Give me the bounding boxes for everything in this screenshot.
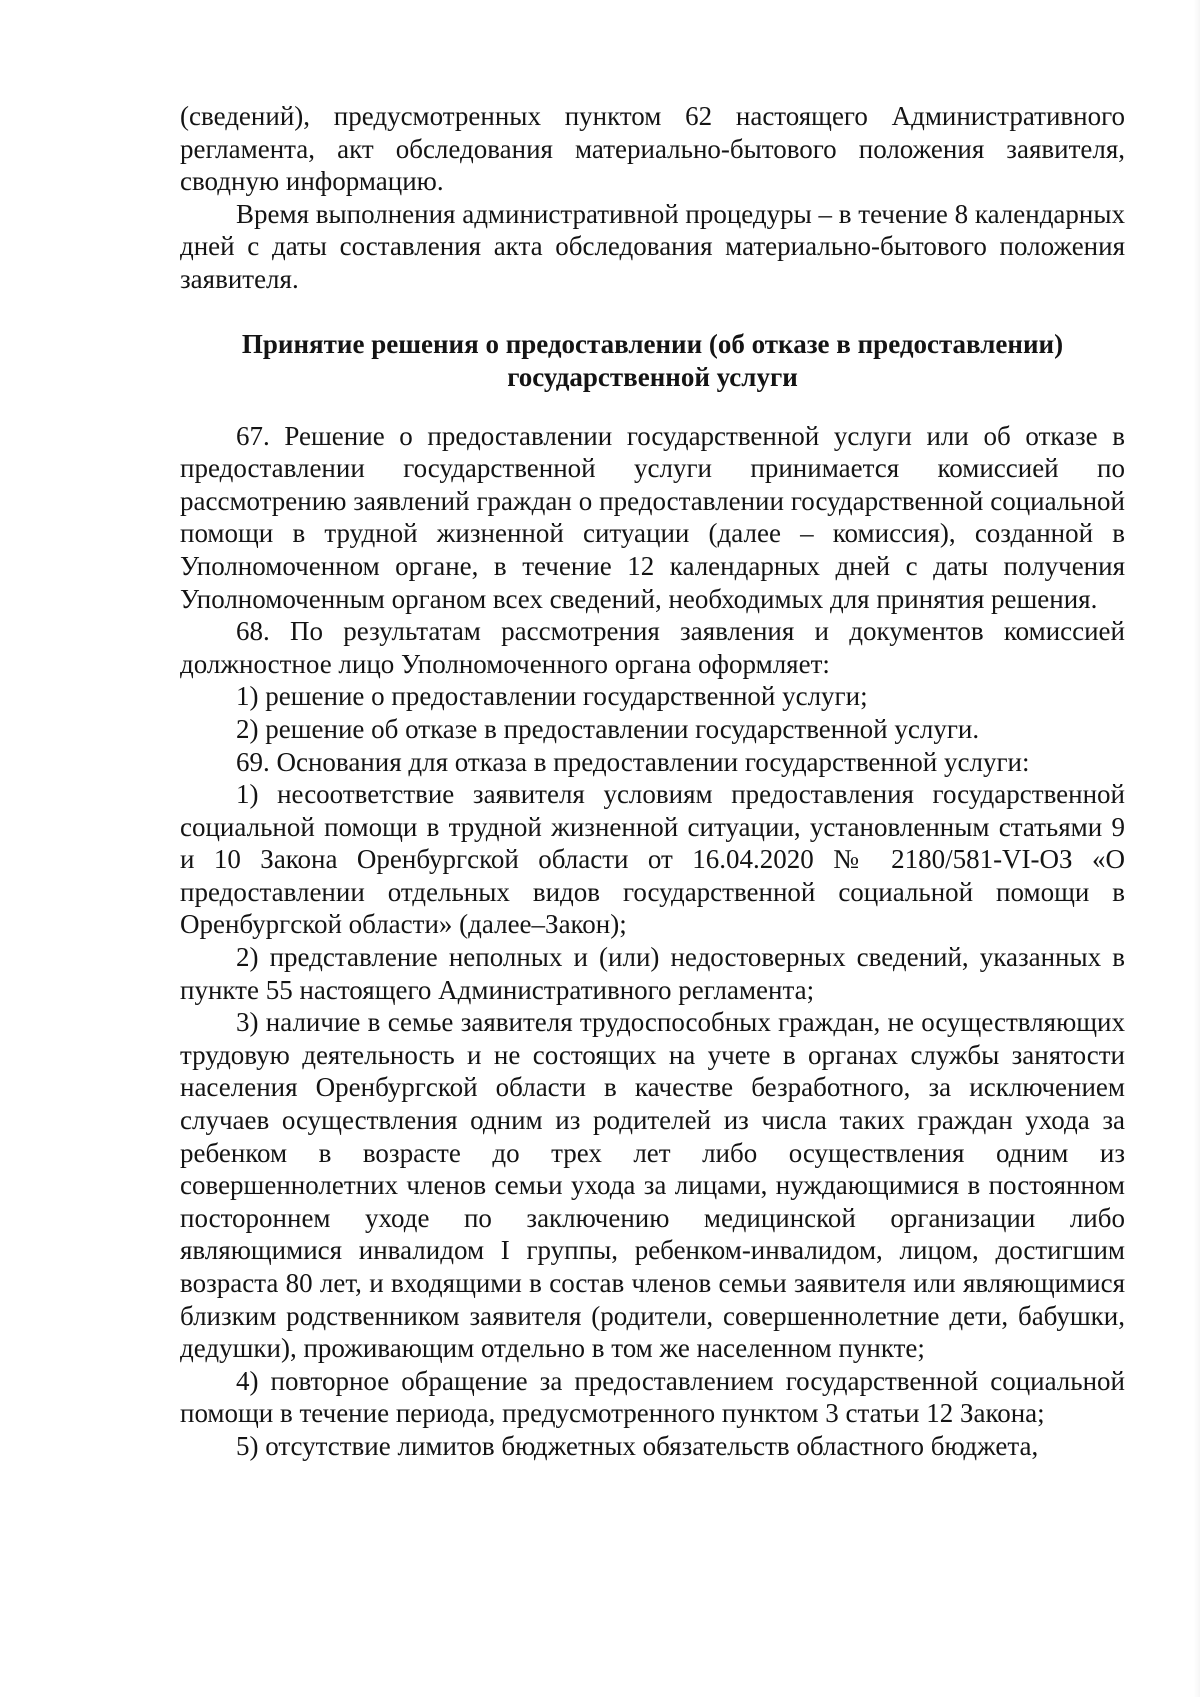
paragraph-69-item-5: 5) отсутствие лимитов бюджетных обязательств областного бюджета, [236, 1430, 1039, 1461]
paragraph-68: 68. По результатам рассмотрения заявления и документов комиссией должностное лицо Уполномоченного органа оформляет: [180, 616, 1125, 679]
paragraph-67: 67. Решение о предоставлении государственной услуги или об отказе в предоставлении государственной услуги принимается комиссией по рассмотрению заявлений граждан о предоставлении государственной социальной помощи в трудной жизненной ситуации (далее – комиссия), созданной в Уполномоченном органе, в течение 12 календарных дней с даты получения Уполномоченным органом всех сведений, необходимых для принятия решения. [180, 420, 1125, 614]
paragraph-69-item-4: 4) повторное обращение за предоставлением государственной социальной помощи в течение периода, предусмотренного пунктом 3 статьи 12 Закона; [180, 1365, 1125, 1429]
scan-edge-shadow [1194, 0, 1200, 1697]
section-heading [180, 328, 1125, 394]
paragraph-69-item-2: 2) представление неполных и (или) недостоверных сведений, указанных в пункте 55 настоящего Административного регламента; [180, 942, 1125, 1005]
paragraph-68-item-1: 1) решение о предоставлении государственной услуги; [236, 681, 868, 712]
paragraph-69-item-3: 3) наличие в семье заявителя трудоспособных граждан, не осуществляющих трудовую деятельность и не состоящих на учете в органах службы занятости населения Оренбургской области в качестве безработного, за исключением случаев осуществления одним из родителей из числа таких граждан ухода за ребенком в возрасте до трех лет либо осуществления одним из совершеннолетних членов семьи ухода за лицами, нуждающимися в постоянном постороннем уходе по заключению медицинской организации либо являющимися инвалидом I группы, ребенком-инвалидом, лицом, достигшим возраста 80 лет, и входящими в состав членов семьи заявителя или являющимися близким родственником заявителя (родители, совершеннолетние дети, бабушки, дедушки), проживающим отдельно в том же населенном пункте; [180, 1007, 1125, 1364]
document-page [180, 100, 1125, 1463]
section-heading-line-2: государственной услуги [507, 361, 798, 392]
paragraph-68-item-2: 2) решение об отказе в предоставлении государственной услуги. [236, 713, 980, 744]
paragraph-69-item-1: 1) несоответствие заявителя условиям предоставления государственной социальной помощи в трудной жизненной ситуации, установленным статьями 9 и 10 Закона Оренбургской области от 16.04.2020 № 2180/581-VI-ОЗ «О предоставлении отдельных видов государственной социальной помощи в Оренбургской области» (далее–Закон); [180, 779, 1125, 940]
paragraph-69: 69. Основания для отказа в предоставлении государственной услуги: [236, 746, 1030, 777]
section-heading-line-1: Принятие решения о предоставлении (об отказе в предоставлении) [241, 328, 1064, 359]
paragraph-intro-continuation: (сведений), предусмотренных пунктом 62 настоящего Административного регламента, акт обследования материально-бытового положения заявителя, сводную информацию. [180, 101, 1125, 197]
paragraph-procedure-time: Время выполнения административной процедуры – в течение 8 календарных дней с даты составления акта обследования материально-бытового положения заявителя. [180, 198, 1126, 294]
